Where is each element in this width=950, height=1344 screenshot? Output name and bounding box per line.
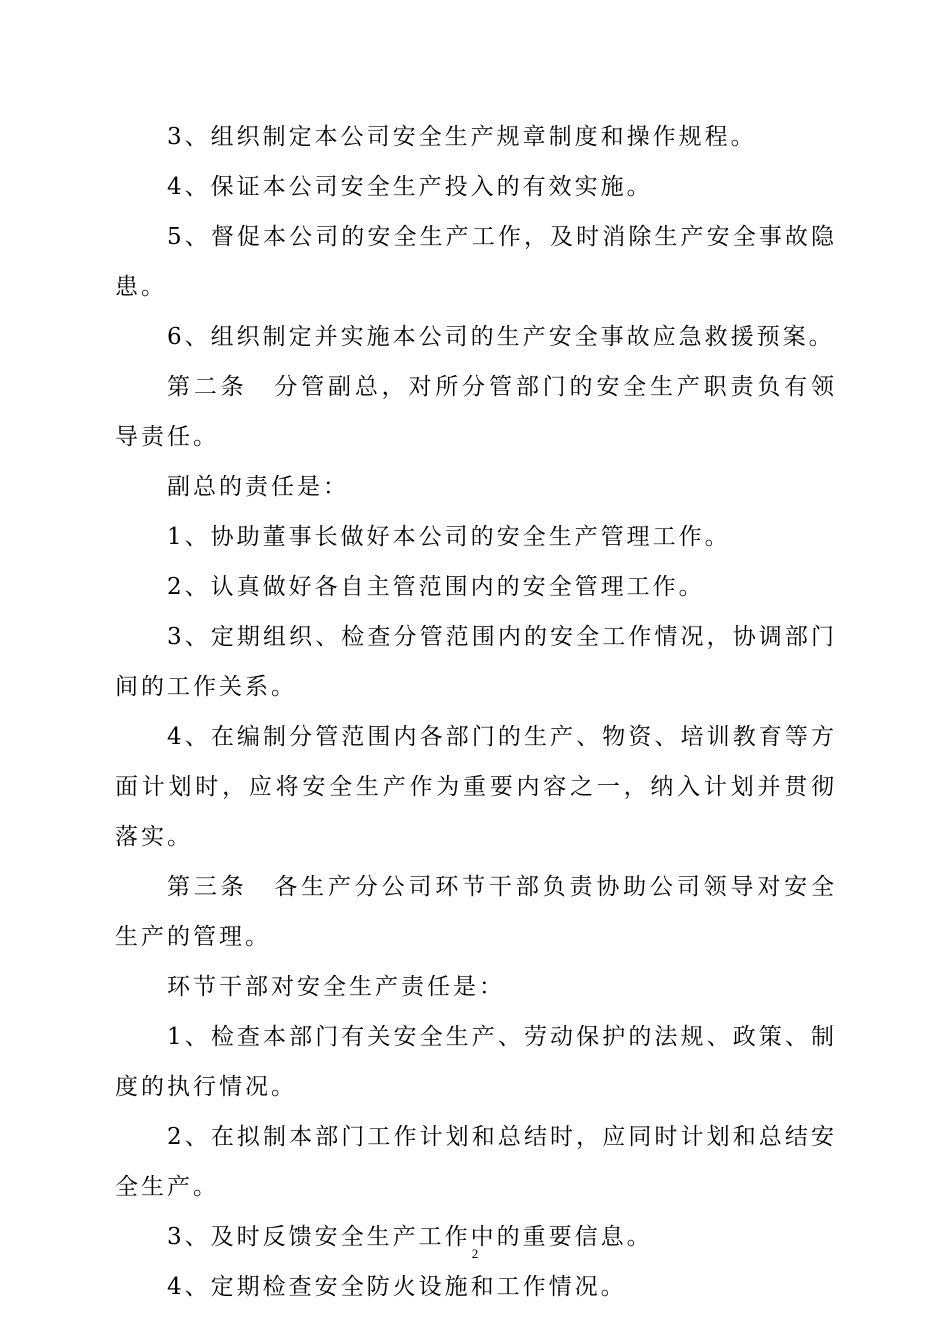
- paragraph: 2、认真做好各自主管范围内的安全管理工作。: [167, 574, 705, 600]
- paragraph: 5、督促本公司的安全生产工作，及时消除生产安全事故隐患。: [115, 224, 837, 300]
- article-heading-paragraph: 第二条 分管副总，对所分管部门的安全生产职责负有领导责任。: [115, 374, 837, 450]
- page-number: 2: [471, 1246, 479, 1261]
- article-heading-paragraph: 第三条 各生产分公司环节干部负责协助公司领导对安全生产的管理。: [115, 874, 837, 950]
- paragraph: 4、保证本公司安全生产投入的有效实施。: [167, 174, 653, 200]
- paragraph: 环节干部对安全生产责任是：: [167, 974, 505, 1000]
- paragraph: 2、在拟制本部门工作计划和总结时，应同时计划和总结安全生产。: [115, 1124, 837, 1200]
- paragraph: 4、定期检查安全防火设施和工作情况。: [167, 1274, 627, 1300]
- paragraph: 3、定期组织、检查分管范围内的安全工作情况，协调部门间的工作关系。: [115, 624, 837, 700]
- document-body: [115, 112, 837, 1312]
- paragraph: 4、在编制分管范围内各部门的生产、物资、培训教育等方面计划时，应将安全生产作为重要内容之一，纳入计划并贯彻落实。: [115, 724, 837, 850]
- paragraph: 6、组织制定并实施本公司的生产安全事故应急救援预案。: [167, 324, 835, 350]
- paragraph: 3、及时反馈安全生产工作中的重要信息。: [167, 1224, 653, 1250]
- paragraph: 1、协助董事长做好本公司的安全生产管理工作。: [167, 524, 731, 550]
- paragraph: 3、组织制定本公司安全生产规章制度和操作规程。: [167, 124, 757, 150]
- paragraph: 1、检查本部门有关安全生产、劳动保护的法规、政策、制度的执行情况。: [115, 1024, 837, 1100]
- paragraph: 副总的责任是：: [167, 474, 349, 500]
